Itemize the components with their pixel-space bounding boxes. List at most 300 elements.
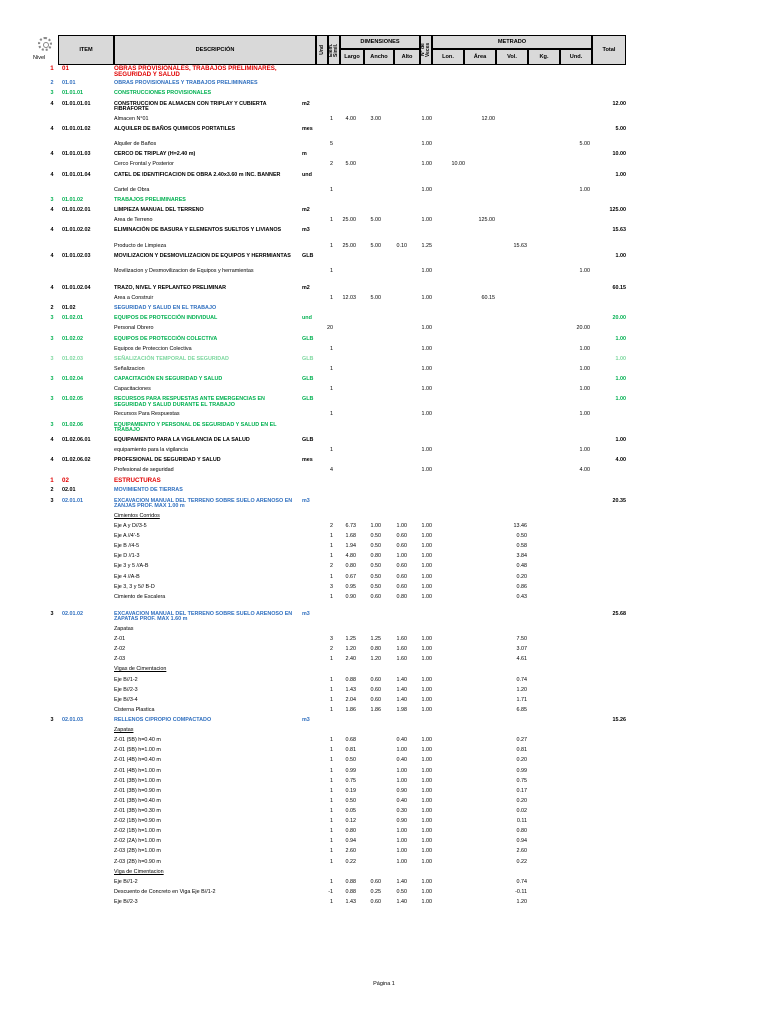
alto-value: 1.00	[396, 553, 407, 560]
table-row	[0, 254, 768, 269]
largo-value: 0.80	[345, 563, 356, 570]
nivel-cell: 1	[50, 477, 54, 485]
table-row	[0, 423, 768, 438]
metrado-header: METRADO	[432, 35, 592, 49]
veces-value: 1.00	[421, 828, 432, 835]
nivel-cell: 4	[50, 125, 54, 132]
similar-elements: 1	[330, 543, 333, 550]
alto-value: 1.00	[396, 828, 407, 835]
vol-value: 3.84	[516, 553, 527, 560]
description: ELIMINACIÓN DE BASURA Y ELEMENTOS SUELTOS Y LIVIANOS	[114, 227, 282, 234]
similar-elements: 1	[330, 858, 333, 865]
nivel-cell: 4	[50, 252, 54, 259]
description: Cerco Frontal y Posterior	[114, 161, 174, 168]
description: Capacitaciones	[114, 386, 151, 393]
unit: GLB	[302, 252, 314, 259]
largo-value: 2.04	[345, 696, 356, 703]
veces-value: 1.00	[421, 365, 432, 372]
similar-elements: 1	[330, 838, 333, 845]
alto-value: 1.40	[396, 676, 407, 683]
similar-elements: 20	[327, 325, 333, 332]
total-value: 12.00	[612, 100, 626, 107]
alto-value: 1.40	[396, 686, 407, 693]
largo-value: 0.68	[345, 737, 356, 744]
nivel-cell: 3	[50, 610, 54, 617]
similar-elements: 1	[330, 573, 333, 580]
table-row	[0, 326, 768, 336]
ancho-value: 0.50	[370, 573, 381, 580]
nivel-cell: 4	[50, 227, 54, 234]
table-row	[0, 564, 768, 574]
nivel-cell: 4	[50, 207, 54, 214]
description: EQUIPAMIENTO PARA LA VIGILANCIA DE LA SALUD	[114, 436, 250, 443]
ancho-value: 0.60	[370, 696, 381, 703]
alto-value: 0.60	[396, 543, 407, 550]
veces-value: 1.00	[421, 676, 432, 683]
description: Z-01 (3B) h=0.30 m	[114, 807, 161, 814]
similar-elements: 3	[330, 583, 333, 590]
und-value: 4.00	[579, 467, 590, 474]
similar-elements: 1	[330, 656, 333, 663]
similar-elements: 1	[330, 747, 333, 754]
similar-elements: 1	[330, 676, 333, 683]
similar-elements: 1	[330, 267, 333, 274]
similar-elements: 3	[330, 636, 333, 643]
veces-value: 1.00	[421, 161, 432, 168]
description: Producto de Limpieza	[114, 242, 167, 249]
description: Cimiento de Escalera	[114, 593, 166, 600]
veces-value: 1.00	[421, 141, 432, 148]
nivel-cell: 3	[50, 196, 54, 203]
vol-value: 0.48	[516, 563, 527, 570]
description: EQUIPAMIENTO Y PERSONAL DE SEGURIDAD Y SALUD EN EL TRABAJO	[114, 421, 277, 434]
ancho-value: 5.00	[370, 217, 381, 224]
nivel-cell: 3	[50, 355, 54, 362]
similar-elements: 1	[330, 365, 333, 372]
description: Z-01 (3B) h=0.90 m	[114, 787, 161, 794]
ancho-value: 0.60	[370, 593, 381, 600]
description: Cimientos Corridos	[114, 512, 160, 519]
table-row	[0, 900, 768, 910]
ancho-value: 0.60	[370, 878, 381, 885]
similar-elements: 1	[330, 898, 333, 905]
veces-value: 1.00	[421, 696, 432, 703]
und-value: 1.00	[579, 386, 590, 393]
description: Movilizacion y Desmovilizacion de Equipos y herramientas	[114, 267, 254, 274]
description: Zapatas	[114, 626, 134, 633]
largo-value: 0.88	[345, 878, 356, 885]
similar-elements: 1	[330, 828, 333, 835]
description: CAPACITACIÓN EN SEGURIDAD Y SALUD	[114, 375, 223, 382]
nivel-cell: 3	[50, 717, 54, 723]
lon-header: Lon.	[432, 49, 464, 65]
nivel-header: Nivel	[33, 55, 46, 61]
similar-elements: 1	[330, 386, 333, 393]
largo-value: 1.25	[345, 636, 356, 643]
largo-value: 4.00	[345, 115, 356, 122]
description: Z-03	[114, 656, 126, 663]
description: Señalizacion	[114, 365, 145, 372]
table-row	[0, 269, 768, 286]
alto-value: 0.50	[396, 888, 407, 895]
veces-value: 1.25	[421, 242, 432, 249]
description: SEGURIDAD Y SALUD EN EL TRABAJO	[114, 305, 217, 312]
alto-value: 0.60	[396, 583, 407, 590]
largo-value: 12.03	[342, 295, 356, 302]
largo-value: 0.80	[345, 828, 356, 835]
description: equipamiento para la vigilancia	[114, 447, 189, 453]
item-code: 01.02.02	[62, 335, 83, 342]
veces-value: 1.00	[421, 267, 432, 274]
description: ESTRUCTURAS	[114, 477, 161, 485]
similar-elements: 1	[330, 848, 333, 855]
table-row	[0, 66, 768, 81]
item-code: 01.01.01.03	[62, 151, 91, 158]
unit: GLB	[302, 335, 314, 342]
vol-value: 0.27	[516, 737, 527, 744]
item-code: 01.02.06.01	[62, 436, 91, 443]
veces-value: 1.00	[421, 345, 432, 352]
ancho-value: 0.50	[370, 583, 381, 590]
veces-value: 1.00	[421, 838, 432, 845]
und-value: 1.00	[579, 447, 590, 453]
total-value: 125.00	[609, 207, 626, 214]
largo-value: 0.50	[345, 797, 356, 804]
description: Profesional de seguridad	[114, 467, 174, 474]
item-code: 01.01.02	[62, 196, 83, 203]
veces-value: 1.00	[421, 848, 432, 855]
description: Eje A y D//3-5	[114, 522, 147, 529]
ancho-header: Ancho	[364, 49, 394, 65]
similar-elements: 1	[330, 787, 333, 794]
veces-value: 1.00	[421, 807, 432, 814]
alto-value: 1.00	[396, 747, 407, 754]
vol-value: 0.94	[516, 838, 527, 845]
unit: mes	[302, 457, 313, 464]
item-code: 01.01.01.04	[62, 171, 91, 178]
item-code: 02.01.03	[62, 717, 83, 723]
description: TRABAJOS PRELIMINARES	[114, 196, 186, 203]
similar-elements: 1	[330, 777, 333, 784]
vol-value: 0.81	[516, 747, 527, 754]
alto-value: 0.90	[396, 818, 407, 825]
vol-value: 0.20	[516, 573, 527, 580]
total-value: 60.15	[612, 284, 626, 291]
unit: und	[302, 315, 312, 322]
alto-value: 1.00	[396, 777, 407, 784]
veces-value: 1.00	[421, 583, 432, 590]
nivel-cell: 3	[50, 497, 54, 504]
similar-elements: 1	[330, 797, 333, 804]
item-code: 01.01.02.03	[62, 252, 91, 259]
vol-value: 7.50	[516, 636, 527, 643]
ancho-value: 0.25	[370, 888, 381, 895]
item-code: 02	[62, 477, 69, 485]
largo-value: 0.88	[345, 676, 356, 683]
veces-value: 1.00	[421, 757, 432, 764]
similar-elements: 1	[330, 807, 333, 814]
description: Eje B//3-4	[114, 696, 138, 703]
veces-value: 1.00	[421, 186, 432, 193]
alto-value: 1.00	[396, 522, 407, 529]
largo-header: Largo	[340, 49, 364, 65]
veces-value: 1.00	[421, 797, 432, 804]
alto-value: 0.10	[396, 242, 407, 249]
similar-elements: 4	[330, 467, 333, 474]
largo-value: 0.99	[345, 767, 356, 774]
unit: und	[302, 171, 312, 178]
vol-value: 2.60	[516, 848, 527, 855]
largo-value: 4.80	[345, 553, 356, 560]
description: Equipos de Proteccion Colectiva	[114, 345, 192, 352]
veces-value: 1.00	[421, 858, 432, 865]
vol-value: 15.63	[513, 242, 527, 249]
veces-value: 1.00	[421, 411, 432, 418]
similar-elements: 1	[330, 217, 333, 224]
description: Z-02 (1B) h=1.00 m	[114, 828, 161, 835]
similar-elements: 1	[330, 242, 333, 249]
similar-elements: 1	[330, 696, 333, 703]
unit: m2	[302, 100, 310, 107]
description: CONSTRUCCION DE ALMACEN CON TRIPLAY Y CUBIERTA FIBRAFORTE	[114, 100, 267, 113]
description: Alquiler de Baños	[114, 141, 157, 148]
und-value: 1.00	[579, 186, 590, 193]
total-value: 5.00	[615, 125, 626, 132]
alto-value: 1.60	[396, 646, 407, 653]
total-value: 20.35	[612, 497, 626, 504]
vol-value: 1.20	[516, 898, 527, 905]
description: Z-01 (5B) h=0.40 m	[114, 737, 161, 744]
item-code: 02.01.02	[62, 610, 83, 617]
veces-value: 1.00	[421, 888, 432, 895]
largo-value: 2.60	[345, 848, 356, 855]
total-value: 4.00	[615, 457, 626, 464]
alto-value: 1.00	[396, 858, 407, 865]
item-code: 01.01.01	[62, 90, 83, 97]
description: Area a Construir	[114, 295, 154, 302]
table-row	[0, 228, 768, 243]
und-value: 1.00	[579, 411, 590, 418]
unit: m3	[302, 227, 310, 234]
largo-value: 1.43	[345, 686, 356, 693]
total-value: 1.00	[615, 436, 626, 443]
unit: m2	[302, 207, 310, 214]
description: EXCAVACION MANUAL DEL TERRENO SOBRE SUELO ARENOSO EN ZAPATAS PROF. MAX 1.60 m	[114, 610, 293, 623]
table-row	[0, 849, 768, 859]
description: Almacen N°01	[114, 115, 149, 122]
ancho-value: 5.00	[370, 242, 381, 249]
description: CERCO DE TRIPLAY (H=2.40 m)	[114, 151, 196, 158]
ancho-value: 1.20	[370, 656, 381, 663]
total-value: 1.00	[615, 375, 626, 382]
description: RELLENOS C/PROPIO COMPACTADO	[114, 717, 212, 723]
item-code: 01.01.02.04	[62, 284, 91, 291]
nivel-cell: 3	[50, 315, 54, 322]
ancho-value: 0.60	[370, 686, 381, 693]
description: Area de Terreno	[114, 217, 153, 224]
ancho-value: 5.00	[370, 295, 381, 302]
nivel-cell: 2	[50, 305, 54, 312]
vol-value: 0.20	[516, 797, 527, 804]
alto-value: 0.60	[396, 573, 407, 580]
description: Eje B//1-2	[114, 676, 138, 683]
description: Eje B//1-2	[114, 878, 138, 885]
alto-value: 0.30	[396, 807, 407, 814]
table-row	[0, 102, 768, 117]
total-value: 1.00	[615, 355, 626, 362]
vol-value: 13.46	[513, 522, 527, 529]
veces-header: N° de Veces	[420, 42, 431, 58]
similar-elements: 2	[330, 522, 333, 529]
kg-header: Kg.	[528, 49, 560, 65]
vol-value: 0.99	[516, 767, 527, 774]
metrado-table-body	[0, 66, 768, 910]
total-value: 1.00	[615, 252, 626, 259]
total-value: 10.00	[612, 151, 626, 158]
vol-value: 0.74	[516, 676, 527, 683]
nivel-cell: 3	[50, 421, 54, 428]
description: ALQUILER DE BAÑOS QUIMICOS PORTATILES	[114, 125, 236, 132]
description: Z-01	[114, 636, 126, 643]
description: Z-01 (4B) h=1.00 m	[114, 767, 161, 774]
alto-value: 1.40	[396, 696, 407, 703]
veces-value: 1.00	[421, 295, 432, 302]
ancho-value: 1.25	[370, 636, 381, 643]
vol-value: 4.61	[516, 656, 527, 663]
ancho-value: 0.60	[370, 676, 381, 683]
largo-value: 5.00	[345, 161, 356, 168]
unit: m3	[302, 717, 310, 723]
description: Descuento de Concreto en Viga Eje B//1-2	[114, 888, 216, 895]
nivel-cell: 1	[50, 65, 54, 72]
alto-value: 1.40	[396, 878, 407, 885]
description: Eje D //1-3	[114, 553, 140, 560]
description: CATEL DE IDENTIFICACION DE OBRA 2.40x3.60 m INC. BANNER	[114, 171, 281, 178]
description: Vigas de Cimentacion	[114, 666, 167, 673]
ancho-value: 0.80	[370, 646, 381, 653]
similar-elements: 1	[330, 737, 333, 744]
largo-value: 25.00	[342, 242, 356, 249]
largo-value: 6.73	[345, 522, 356, 529]
alto-value: 0.40	[396, 737, 407, 744]
nivel-cell: 4	[50, 284, 54, 291]
description: Eje 3 y 5 //A-B	[114, 563, 149, 570]
similar-elements: 2	[330, 646, 333, 653]
largo-value: 0.88	[345, 888, 356, 895]
veces-value: 1.00	[421, 325, 432, 332]
table-header	[32, 35, 626, 65]
description: Viga de Cimentacion	[114, 868, 164, 875]
veces-value: 1.00	[421, 573, 432, 580]
item-code: 01.01.01.02	[62, 125, 91, 132]
ancho-value: 0.60	[370, 898, 381, 905]
description: Z-01 (4B) h=0.40 m	[114, 757, 161, 764]
similar-elements: 1	[330, 593, 333, 600]
description: Z-02 (1B) h=0.90 m	[114, 818, 161, 825]
similar-elements: 1	[330, 686, 333, 693]
similar-elements: 2	[330, 563, 333, 570]
description: Z-02	[114, 646, 126, 653]
ancho-value: 1.00	[370, 522, 381, 529]
unit: GLB	[302, 355, 314, 362]
nivel-cell: 4	[50, 100, 54, 107]
description: Zapatas	[114, 727, 134, 734]
similar-elements: 1	[330, 767, 333, 774]
description: Eje B//2-3	[114, 686, 138, 693]
vol-value: 3.07	[516, 646, 527, 653]
description: Cisterna Plastica	[114, 706, 155, 713]
nivel-cell: 4	[50, 436, 54, 443]
largo-value: 2.40	[345, 656, 356, 663]
similar-elements: 1	[330, 115, 333, 122]
table-row	[0, 612, 768, 627]
ancho-value: 1.86	[370, 706, 381, 713]
und-value: 20.00	[576, 325, 590, 332]
similar-elements: 1	[330, 186, 333, 193]
description: Personal Obrero	[114, 325, 154, 332]
largo-value: 0.90	[345, 593, 356, 600]
veces-value: 1.00	[421, 553, 432, 560]
similar-elements: -1	[328, 888, 333, 895]
largo-value: 0.19	[345, 787, 356, 794]
ancho-value: 0.80	[370, 553, 381, 560]
und-value: 5.00	[579, 141, 590, 148]
veces-value: 1.00	[421, 543, 432, 550]
description: SEÑALIZACIÓN TEMPORAL DE SEGURIDAD	[114, 355, 229, 362]
item-code: 01.01.01.01	[62, 100, 91, 107]
und-value: 1.00	[579, 267, 590, 274]
ancho-value: 0.50	[370, 543, 381, 550]
description: RECURSOS PARA RESPUESTAS ANTE EMERGENCIAS EN SEGURIDAD Y SALUD DURANTE EL TRABAJO	[114, 396, 265, 408]
und-value: 1.00	[579, 365, 590, 372]
item-code: 01.02.05	[62, 396, 83, 403]
vol-value: 1.20	[516, 686, 527, 693]
elem-simil-header: Elem. Simil.	[328, 43, 339, 57]
ancho-value: 0.50	[370, 533, 381, 540]
unit: mes	[302, 125, 313, 132]
alto-value: 0.60	[396, 563, 407, 570]
veces-value: 1.00	[421, 115, 432, 122]
description: Z-01 (3B) h=1.00 m	[114, 777, 161, 784]
veces-value: 1.00	[421, 706, 432, 713]
item-header: ITEM	[58, 35, 114, 65]
vol-value: 0.75	[516, 777, 527, 784]
ancho-value: 3.00	[370, 115, 381, 122]
largo-value: 0.22	[345, 858, 356, 865]
nivel-cell: 2	[50, 487, 54, 494]
item-code: 01.02	[62, 305, 76, 312]
largo-value: 1.43	[345, 898, 356, 905]
item-code: 01.01	[62, 80, 76, 87]
similar-elements: 1	[330, 295, 333, 302]
description: MOVILIZACION Y DESMOVILIZACION DE EQUIPOS Y HERRMIANTAS	[114, 252, 291, 259]
similar-elements: 1	[330, 447, 333, 453]
total-header: Total	[592, 35, 626, 65]
total-value: 15.63	[612, 227, 626, 234]
unit: m2	[302, 284, 310, 291]
veces-value: 1.00	[421, 447, 432, 453]
total-value: 25.68	[612, 610, 626, 617]
veces-value: 1.00	[421, 467, 432, 474]
description: OBRAS PROVISIONALES Y TRABAJOS PRELIMINARES	[114, 80, 258, 87]
similar-elements: 1	[330, 757, 333, 764]
alto-value: 1.00	[396, 767, 407, 774]
vol-value: 0.80	[516, 828, 527, 835]
nivel-cell: 3	[50, 335, 54, 342]
logo	[32, 35, 58, 65]
description: Eje 3, 3 y 5// B-D	[114, 583, 155, 590]
similar-elements: 1	[330, 411, 333, 418]
